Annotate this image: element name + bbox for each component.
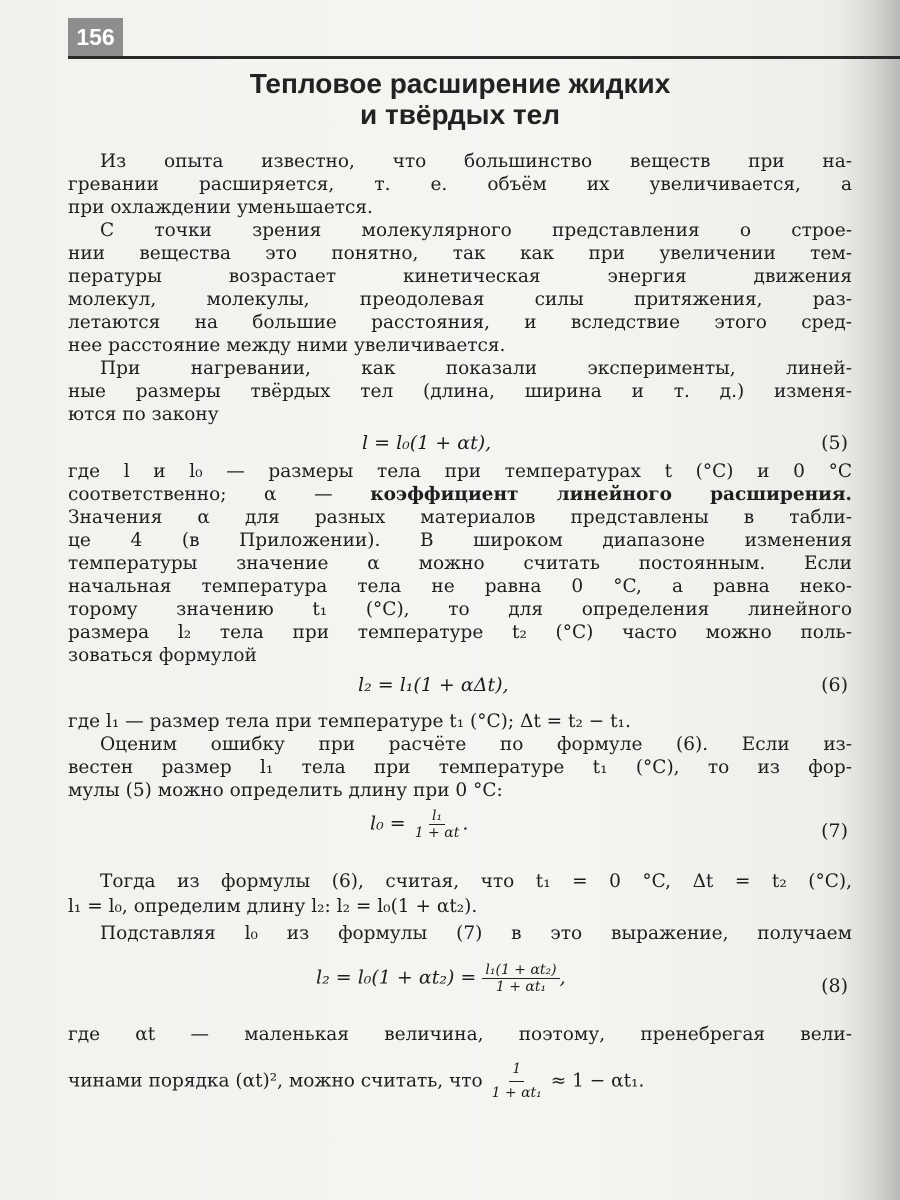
text-line: Из опыта известно, что большинство веществ при на- <box>100 151 852 172</box>
text-line: летаются на большие расстояния, и вследствие этого сред- <box>68 312 852 333</box>
formula-6-number: (6) <box>821 674 848 696</box>
fraction <box>412 808 463 841</box>
text-line: ются по закону <box>68 404 219 425</box>
bold-term: коэффициент линейного расширения. <box>370 484 852 505</box>
denominator: 1 + αt₁ <box>495 979 547 995</box>
text-line: нее расстояние между ними увеличивается. <box>68 335 506 356</box>
text-line: Значения α для разных материалов представлены в табли- <box>68 507 852 528</box>
text-line: С точки зрения молекулярного представления о строе- <box>100 220 852 241</box>
formula-5-number: (5) <box>821 432 848 454</box>
formula-7-lhs: l₀ = <box>370 812 406 835</box>
text-line: вестен размер l₁ тела при температуре t₁ (°C), то из фор- <box>68 757 852 778</box>
formula-8 <box>316 962 566 995</box>
text-line: Оценим ошибку при расчёте по формуле (6). Если из- <box>100 734 852 755</box>
text-line: нии вещества это понятно, так как при увеличении тем- <box>68 243 852 264</box>
text-line: размера l₂ тела при температуре t₂ (°C) часто можно поль- <box>68 622 852 643</box>
header-rule <box>68 56 900 59</box>
formula-8-number: (8) <box>821 975 848 997</box>
text-line: где l и l₀ — размеры тела при температурах t (°C) и 0 °C <box>68 461 852 482</box>
text-line: ные размеры твёрдых тел (длина, ширина и т. д.) изменя- <box>68 381 852 402</box>
section-title-line-2: и твёрдых тел <box>359 99 560 130</box>
text-line: где αt — маленькая величина, поэтому, пренебрегая вели- <box>68 1024 852 1045</box>
numerator: l₁ <box>429 808 445 825</box>
formula-8-tail: , <box>559 966 566 989</box>
text-line: Подставляя l₀ из формулы (7) в это выражение, получаем <box>100 923 852 944</box>
formula-7-tail: . <box>462 812 469 835</box>
text-line: начальная температура тела не равна 0 °C, а равна неко- <box>68 576 852 597</box>
text-line: При нагревании, как показали эксперименты, линей- <box>100 358 852 379</box>
formula-5: l = l₀(1 + αt), <box>362 432 492 454</box>
text-line: гревании расширяется, т. е. объём их увеличивается, а <box>68 174 852 195</box>
text-line: температуры значение α можно считать постоянным. Если <box>68 553 852 574</box>
approx-tail: ≈ 1 − αt₁. <box>550 1070 645 1092</box>
text-line-with-approx <box>68 1058 644 1105</box>
text-line: це 4 (в Приложении). В широком диапазоне изменения <box>68 530 852 551</box>
text-line: торому значению t₁ (°C), то для определения линейного <box>68 599 852 620</box>
formula-7-number: (7) <box>821 820 848 842</box>
page-number: 156 <box>68 18 123 56</box>
denominator: 1 + αt <box>414 825 460 841</box>
text-line: l₁ = l₀, определим длину l₂: l₂ = l₀(1 + αt₂). <box>68 896 478 917</box>
numerator: l₁(1 + αt₂) <box>482 962 559 979</box>
fraction <box>489 1058 545 1105</box>
formula-7 <box>370 808 468 841</box>
text-line: при охлаждении уменьшается. <box>68 197 373 218</box>
fraction <box>482 962 559 995</box>
section-title-line-1: Тепловое расширение жидких <box>249 68 671 99</box>
text-line: мулы (5) можно определить длину при 0 °C: <box>68 780 503 801</box>
text-line: пературы возрастает кинетическая энергия движения <box>68 266 852 287</box>
text-line: зоваться формулой <box>68 645 257 666</box>
denominator: 1 + αt₁ <box>491 1085 542 1101</box>
numerator: 1 <box>509 1058 524 1082</box>
text-line: где l₁ — размер тела при температуре t₁ (°C); Δt = t₂ − t₁. <box>68 711 631 732</box>
text-line: молекул, молекулы, преодолевая силы притяжения, раз- <box>68 289 852 310</box>
formula-6: l₂ = l₁(1 + αΔt), <box>358 674 509 696</box>
text-segment: соответственно; α — <box>68 484 371 505</box>
text-segment: чинами порядка (αt)², можно считать, что <box>68 1070 483 1092</box>
text-line-with-term <box>68 483 852 506</box>
text-line: Тогда из формулы (6), считая, что t₁ = 0 °C, Δt = t₂ (°C), <box>100 871 852 892</box>
formula-8-lhs: l₂ = l₀(1 + αt₂) = <box>316 966 477 989</box>
